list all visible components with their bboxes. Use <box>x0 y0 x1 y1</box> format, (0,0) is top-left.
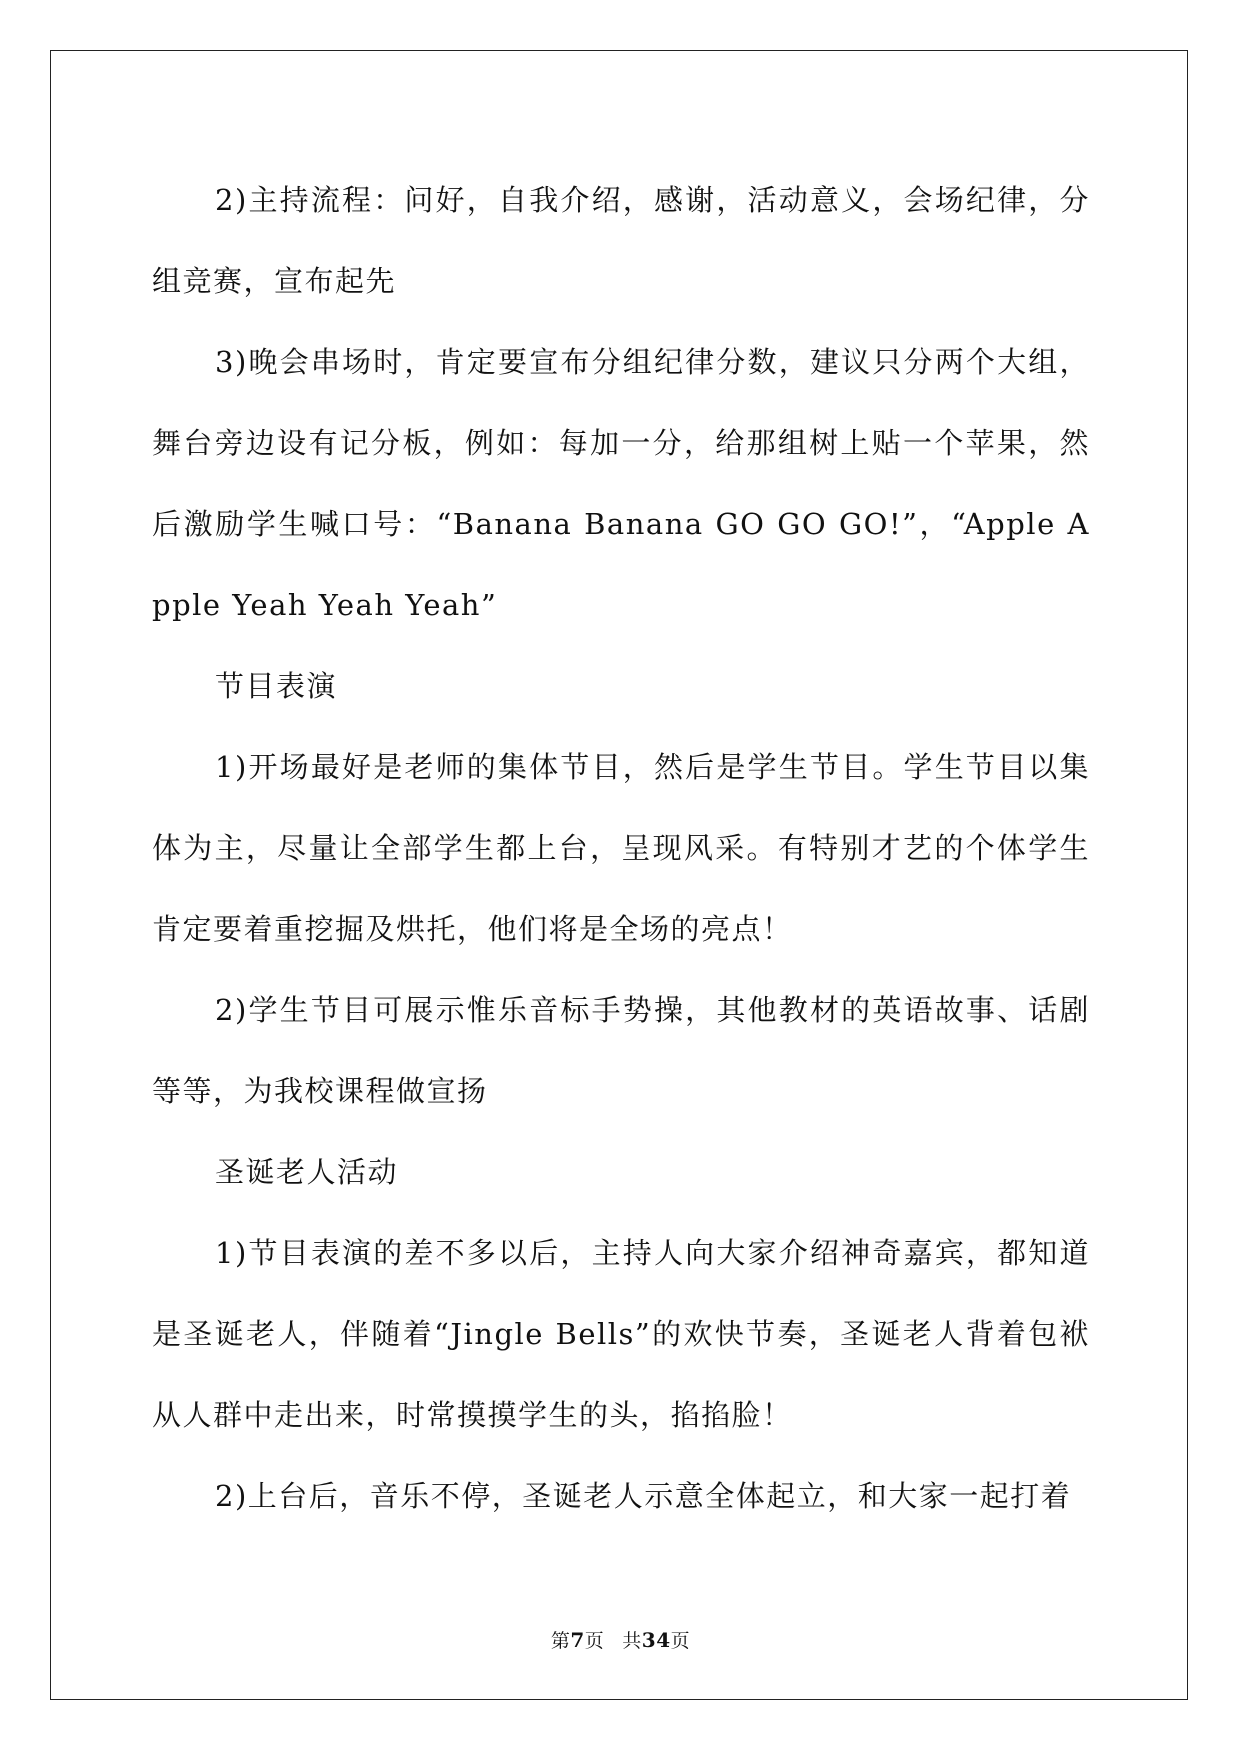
paragraph-scoring: 3)晚会串场时，肯定要宣布分组纪律分数，建议只分两个大组，舞台旁边设有记分板，例如：每加一分，给那组树上贴一个苹果，然后激励学生喊口号：“Banana Banana GO GO GO!”，“Apple Apple Yeah Yeah Yeah” <box>152 345 1090 622</box>
page-suffix: 页 <box>584 1630 605 1652</box>
paragraph-student-shows: 2)学生节目可展示惟乐音标手势操，其他教材的英语故事、话剧等等，为我校课程做宣扬 <box>152 993 1090 1108</box>
page-footer <box>0 1626 1241 1653</box>
total-suffix: 页 <box>670 1630 691 1652</box>
paragraph-santa-stage: 2)上台后，音乐不停，圣诞老人示意全体起立，和大家一起打着 <box>215 1479 1072 1513</box>
total-pages: 34 <box>641 1628 671 1652</box>
paragraph-host-procedure: 2)主持流程：问好，自我介绍，感谢，活动意义，会场纪律，分组竞赛，宣布起先 <box>152 183 1090 298</box>
page-number: 7 <box>570 1628 585 1652</box>
paragraph-santa-entrance: 1)节目表演的差不多以后，主持人向大家介绍神奇嘉宾，都知道是圣诞老人，伴随着“Jingle Bells”的欢快节奏，圣诞老人背着包袱从人群中走出来，时常摸摸学生的头，掐掐脸！ <box>152 1236 1090 1432</box>
section-heading-performances: 节目表演 <box>215 669 338 703</box>
paragraph-opening-show: 1)开场最好是老师的集体节目，然后是学生节目。学生节目以集体为主，尽量让全部学生都上台，呈现风采。有特别才艺的个体学生肯定要着重挖掘及烘托，他们将是全场的亮点！ <box>152 750 1090 946</box>
total-prefix: 共 <box>622 1630 642 1652</box>
page-prefix: 第 <box>550 1630 571 1652</box>
document-body <box>152 160 1090 1537</box>
section-heading-santa: 圣诞老人活动 <box>215 1155 399 1189</box>
